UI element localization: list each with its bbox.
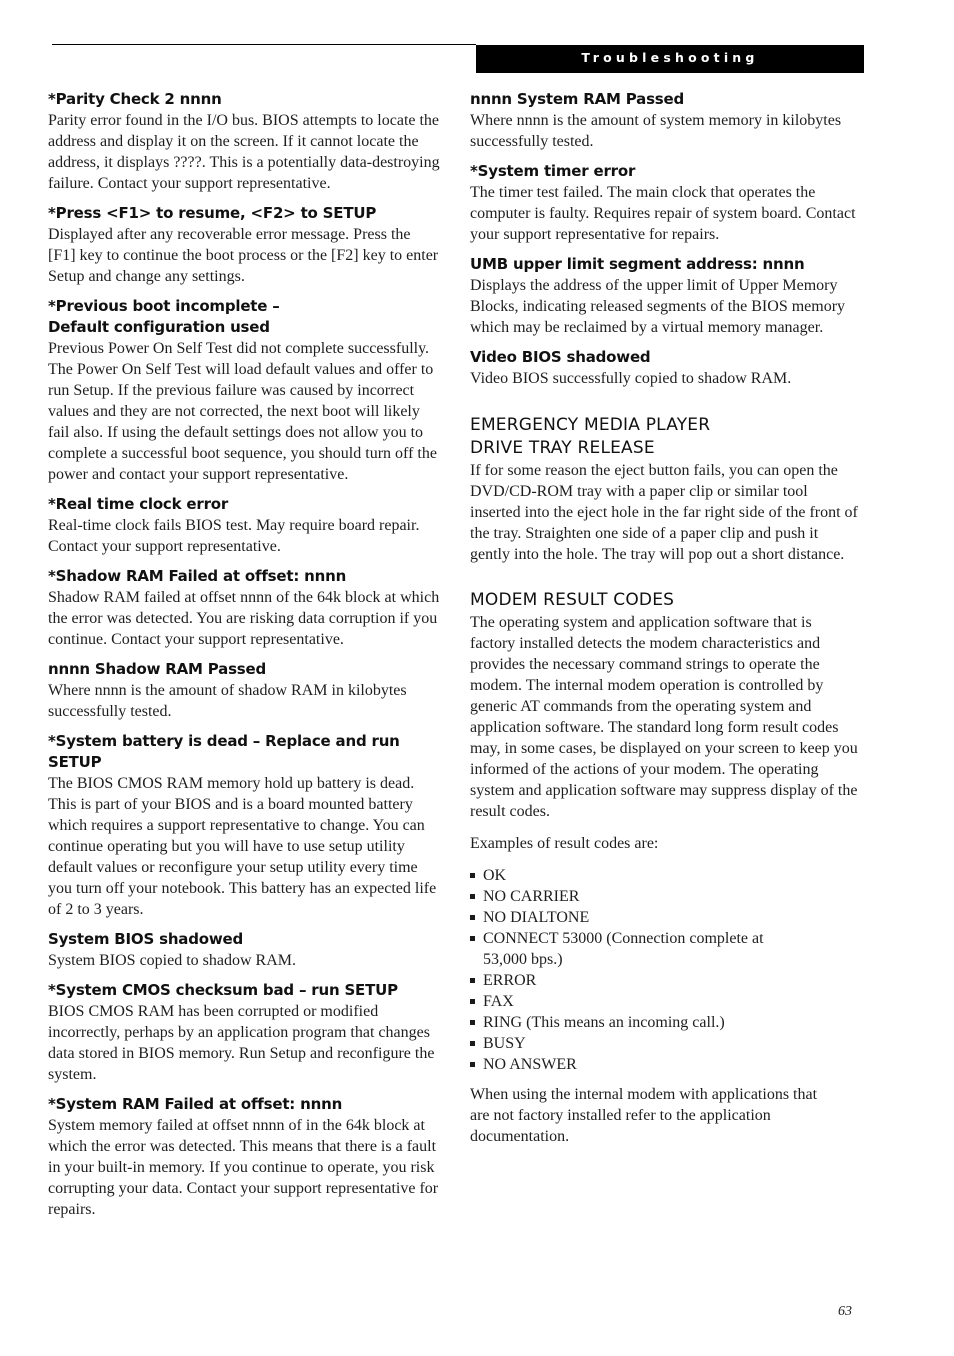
result-code-text: NO ANSWER — [483, 1056, 577, 1073]
error-description: Video BIOS successfully copied to shadow RAM. — [470, 370, 792, 387]
error-entry — [48, 731, 440, 920]
result-code-item — [470, 886, 858, 907]
result-code-item — [470, 865, 858, 886]
error-title: *Previous boot incomplete – Default configuration used — [48, 297, 280, 336]
error-title: System BIOS shadowed — [48, 930, 244, 948]
error-description: System BIOS copied to shadow RAM. — [48, 952, 296, 969]
result-code-item — [470, 928, 783, 970]
result-code-list — [470, 865, 858, 1075]
result-code-item — [470, 991, 858, 1012]
section-heading-modem: MODEM RESULT CODES — [470, 590, 675, 610]
error-description: Displayed after any recoverable error message. Press the [F1] key to continue the boot process or the [F2] key to enter Setup and change any settings. — [48, 226, 439, 285]
modem-closing-note: When using the internal modem with applications that are not factory installed refer to the application documentation. — [470, 1086, 818, 1145]
result-code-item — [470, 1012, 858, 1033]
error-description: System memory failed at offset nnnn of in the 64k block at which the error was detected. This means that there is a fault in your built-in memory. If you continue to operate, you risk corrupting your data. Contact your support representative for repairs. — [48, 1117, 439, 1218]
error-title: *Press <F1> to resume, <F2> to SETUP — [48, 204, 377, 222]
error-entry — [48, 566, 440, 650]
left-column — [48, 89, 440, 1229]
result-code-text: NO DIALTONE — [483, 909, 590, 926]
error-entry — [470, 161, 858, 245]
result-code-text: NO CARRIER — [483, 888, 580, 905]
result-code-item — [470, 1033, 858, 1054]
bullet-icon — [470, 1020, 475, 1025]
error-description: Displays the address of the upper limit of Upper Memory Blocks, indicating released segments of the BIOS memory which may be reclaimed by a virtual memory manager. — [470, 277, 846, 336]
error-title: nnnn Shadow RAM Passed — [48, 660, 267, 678]
page-number: 63 — [838, 1304, 852, 1319]
bullet-icon — [470, 873, 475, 878]
error-entry — [48, 89, 440, 194]
error-title: *System RAM Failed at offset: nnnn — [48, 1095, 343, 1113]
error-title: *System CMOS checksum bad – run SETUP — [48, 981, 398, 999]
error-entry — [48, 494, 440, 557]
error-description: Where nnnn is the amount of system memory in kilobytes successfully tested. — [470, 112, 842, 150]
error-description: Real-time clock fails BIOS test. May require board repair. Contact your support representative. — [48, 517, 420, 555]
error-description: Shadow RAM failed at offset nnnn of the 64k block at which the error was detected. You are risking data corruption if you continue. Contact your support representative. — [48, 589, 440, 648]
error-description: The BIOS CMOS RAM memory hold up battery is dead. This is part of your BIOS and is a board mounted battery which requires a support representative to change. You can continue operating but you will have to use setup utility default values or reconfigure your setup utility every time you turn off your notebook. This battery has an expected life of 2 to 3 years. — [48, 775, 437, 918]
error-description: The timer test failed. The main clock that operates the computer is faulty. Requires repair of system board. Contact your support representative for repairs. — [470, 184, 856, 243]
error-description: Previous Power On Self Test did not complete successfully. The Power On Self Test will load default values and offer to run Setup. If the previous failure was caused by incorrect values and they are not corrected, the next boot will likely fail also. If using the default settings does not allow you to complete a successful boot sequence, you should turn off the power and contact your support representative. — [48, 340, 437, 483]
error-description: Where nnnn is the amount of shadow RAM in kilobytes successfully tested. — [48, 682, 407, 720]
bullet-icon — [470, 894, 475, 899]
emergency-description: If for some reason the eject button fails, you can open the DVD/CD-ROM tray with a paper clip or similar tool inserted into the eject hole in the far right side of the front of the tray. Straighten one side of a paper clip and push it gently into the hole. The tray will pop out a short distance. — [470, 462, 858, 563]
error-title: Video BIOS shadowed — [470, 348, 651, 366]
error-title: nnnn System RAM Passed — [470, 90, 685, 108]
error-entry — [48, 659, 440, 722]
bullet-icon — [470, 936, 475, 941]
section-heading-emergency — [470, 414, 858, 460]
error-entry — [48, 980, 440, 1085]
result-code-text: FAX — [483, 993, 514, 1010]
result-code-text: RING (This means an incoming call.) — [483, 1014, 725, 1031]
error-title: *Parity Check 2 nnnn — [48, 90, 222, 108]
examples-intro: Examples of result codes are: — [470, 835, 659, 852]
header-rule — [52, 44, 476, 45]
section-header-bar — [476, 45, 864, 73]
bullet-icon — [470, 1062, 475, 1067]
section-heading-line: DRIVE TRAY RELEASE — [470, 438, 655, 458]
section-heading-line: EMERGENCY MEDIA PLAYER — [470, 415, 711, 435]
error-title: *Real time clock error — [48, 495, 229, 513]
bullet-icon — [470, 915, 475, 920]
section-header-title: Troubleshooting — [581, 50, 759, 65]
error-title: *Shadow RAM Failed at offset: nnnn — [48, 567, 347, 585]
bullet-icon — [470, 999, 475, 1004]
error-entry — [48, 929, 440, 971]
error-entry — [470, 347, 858, 389]
error-title: *System timer error — [470, 162, 636, 180]
error-entry — [48, 1094, 440, 1220]
result-code-text: ERROR — [483, 972, 537, 989]
error-title: UMB upper limit segment address: nnnn — [470, 255, 805, 273]
result-code-text: BUSY — [483, 1035, 526, 1052]
modem-description: The operating system and application software that is factory installed detects the modem characteristics and provides the necessary command strings to operate the modem. The internal modem operation is controlled by generic AT commands from the operating system and application software. The standard long form result codes may, in some cases, be displayed on your screen to keep you informed of the actions of your modem. The operating system and application software may suppress display of the result codes. — [470, 614, 858, 820]
result-code-item — [470, 1054, 858, 1075]
error-entry — [470, 254, 858, 338]
result-code-text: CONNECT 53000 (Connection complete at 53,000 bps.) — [483, 930, 764, 968]
bullet-icon — [470, 1041, 475, 1046]
right-column — [470, 89, 858, 1147]
result-code-item — [470, 970, 858, 991]
error-description: Parity error found in the I/O bus. BIOS attempts to locate the address and display it on the screen. If it cannot locate the address, it displays ????. This is a potentially data-destroying failure. Contact your support representative. — [48, 112, 440, 192]
error-entry — [48, 203, 440, 287]
error-entry — [48, 296, 440, 485]
result-code-text: OK — [483, 867, 507, 884]
result-code-item — [470, 907, 858, 928]
error-description: BIOS CMOS RAM has been corrupted or modified incorrectly, perhaps by an application program that changes data stored in BIOS memory. Run Setup and reconfigure the system. — [48, 1003, 435, 1083]
error-title: *System battery is dead – Replace and run SETUP — [48, 732, 400, 771]
bullet-icon — [470, 978, 475, 983]
error-entry — [470, 89, 858, 152]
